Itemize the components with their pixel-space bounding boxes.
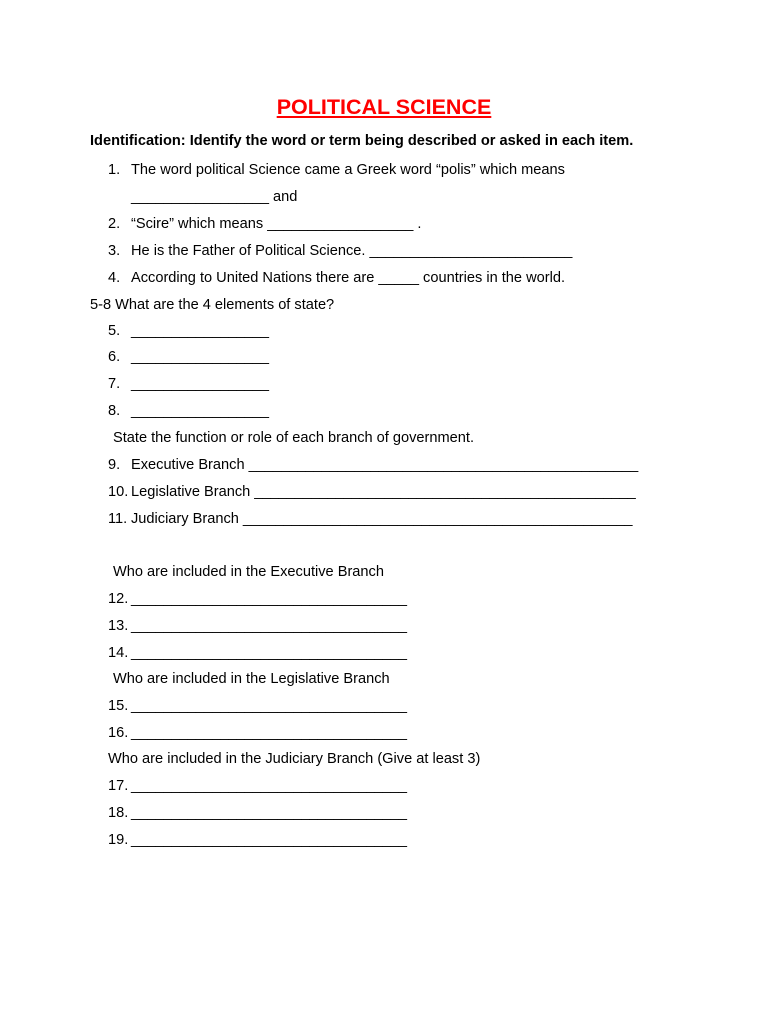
item-text: __________________________________ <box>131 725 407 741</box>
item-number: 16. <box>108 725 129 741</box>
item-text: “Scire” which means __________________ . <box>131 216 422 232</box>
instructions: Identification: Identify the word or term being described or asked in each item. <box>90 133 634 149</box>
item-text: The word political Science came a Greek word “polis” which means <box>131 162 565 178</box>
item-text: __________________________________ <box>131 832 407 848</box>
item-number: 4. <box>108 270 121 286</box>
item-number: 11. <box>108 511 128 527</box>
item-text: __________________________________ <box>131 805 407 821</box>
item-number: 10. <box>108 484 129 500</box>
page-title: POLITICAL SCIENCE <box>276 95 492 119</box>
section-heading: State the function or role of each branch of government. <box>113 430 475 446</box>
section-heading: Who are included in the Legislative Branch <box>113 671 390 687</box>
item-text: __________________________________ <box>131 591 407 607</box>
item-text: __________________________________ <box>131 698 407 714</box>
section-heading: Who are included in the Executive Branch <box>113 564 384 580</box>
item-text: Executive Branch ________________________________________________ <box>131 457 639 473</box>
item-text: He is the Father of Political Science. _________________________ <box>131 243 573 259</box>
item-number: 6. <box>108 349 121 365</box>
item-number: 5. <box>108 323 121 339</box>
item-text: _________________ and <box>131 189 298 205</box>
item-text: _________________ <box>131 323 269 339</box>
item-number: 8. <box>108 403 121 419</box>
section-heading: 5-8 What are the 4 elements of state? <box>90 297 335 313</box>
item-number: 18. <box>108 805 129 821</box>
item-number: 2. <box>108 216 121 232</box>
item-text: __________________________________ <box>131 778 407 794</box>
item-number: 3. <box>108 243 121 259</box>
item-number: 15. <box>108 698 129 714</box>
item-number: 9. <box>108 457 121 473</box>
item-text: Legislative Branch _______________________________________________ <box>131 484 636 500</box>
item-number: 13. <box>108 618 129 634</box>
item-number: 1. <box>108 162 121 178</box>
item-text: _________________ <box>131 376 269 392</box>
item-number: 7. <box>108 376 121 392</box>
item-number: 12. <box>108 591 129 607</box>
item-text: __________________________________ <box>131 645 407 661</box>
item-text: Judiciary Branch ________________________________________________ <box>131 511 633 527</box>
item-text: According to United Nations there are _____ countries in the world. <box>131 270 566 286</box>
item-text: __________________________________ <box>131 618 407 634</box>
item-number: 19. <box>108 832 129 848</box>
section-heading: Who are included in the Judiciary Branch (Give at least 3) <box>108 751 481 767</box>
item-number: 17. <box>108 778 129 794</box>
item-text: _________________ <box>131 403 269 419</box>
item-text: _________________ <box>131 349 269 365</box>
item-number: 14. <box>108 645 129 661</box>
